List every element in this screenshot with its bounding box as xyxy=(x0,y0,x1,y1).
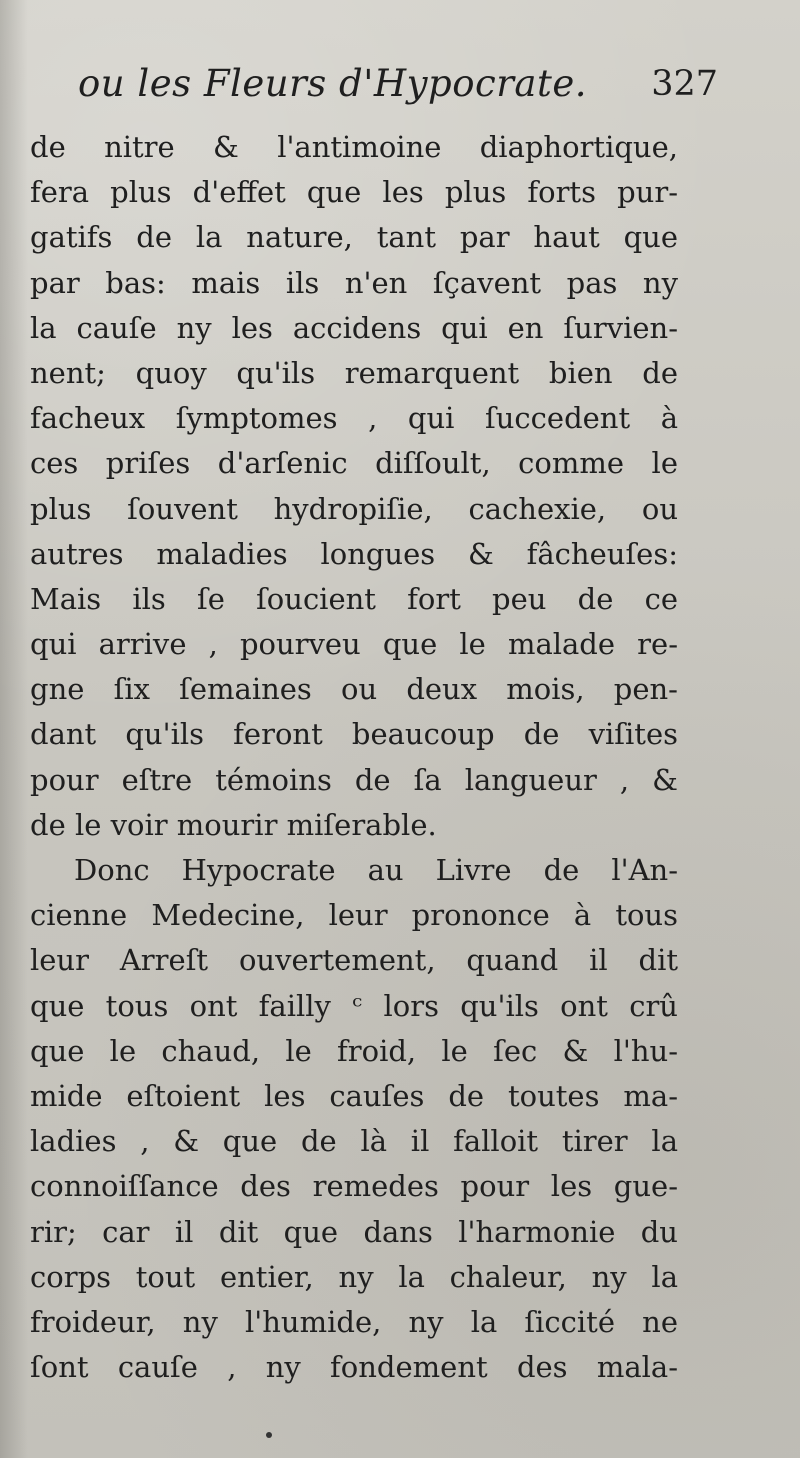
text-line-28: ſont cauſe , ny fondement des mala- xyxy=(30,1350,678,1385)
text-line-19: leur Arreſt ouvertement, quand il dit xyxy=(30,943,678,978)
text-line-27: froideur, ny l'humide, ny la ſiccité ne xyxy=(30,1304,678,1339)
text-line-8: ces priſes d'arſenic diſſoult, comme le xyxy=(30,446,678,481)
text-line-11: Mais ils ſe ſoucient fort peu de ce xyxy=(30,581,678,616)
text-line-18: cienne Medecine, leur prononce à tous xyxy=(30,898,678,933)
text-line-10: autres maladies longues & fâcheuſes: xyxy=(30,536,678,571)
text-line-23: ladies , & que de là il falloit tirer la xyxy=(30,1124,678,1159)
text-line-26: corps tout entier, ny la chaleur, ny la xyxy=(30,1259,678,1294)
text-line-6: nent; quoy qu'ils remarquent bien de xyxy=(30,355,678,390)
text-line-17: Donc Hypocrate au Livre de l'An- xyxy=(74,853,678,887)
text-line-22: mide eſtoient les cauſes de toutes ma- xyxy=(30,1078,678,1113)
text-line-20: que tous ont failly ᶜ lors qu'ils ont crû xyxy=(30,988,678,1023)
text-line-21: que le chaud, le froid, le ſec & l'hu- xyxy=(30,1033,678,1068)
page-edge-shadow xyxy=(0,0,28,1458)
ink-speck xyxy=(266,1432,272,1438)
text-line-9: plus ſouvent hydropiſie, cachexie, ou xyxy=(30,491,678,526)
text-line-1: de nitre & l'antimoine diaphortique, xyxy=(30,130,678,164)
text-line-13: gne ſix ſemaines ou deux mois, pen- xyxy=(30,672,678,707)
text-line-4: par bas: mais ils n'en ſçavent pas ny xyxy=(30,265,678,300)
text-line-16: de le voir mourir miſerable. xyxy=(30,807,437,842)
text-line-15: pour eſtre témoins de ſa langueur , & xyxy=(30,762,678,797)
text-line-24: connoiſſance des remedes pour les gue- xyxy=(30,1169,678,1204)
page-number: 327 xyxy=(651,64,718,104)
text-line-3: gatifs de la nature, tant par haut que xyxy=(30,220,678,255)
text-line-25: rir; car il dit que dans l'harmonie du xyxy=(30,1214,678,1249)
page-header xyxy=(78,62,718,122)
text-line-2: fera plus d'effet que les plus forts pur- xyxy=(30,175,678,210)
running-head: ou les Fleurs d'Hypocrate. xyxy=(78,62,587,105)
text-line-5: la cauſe ny les accidens qui en ſurvien- xyxy=(30,310,678,345)
body-text xyxy=(30,125,678,1390)
text-line-14: dant qu'ils feront beaucoup de viſites xyxy=(30,717,678,752)
text-line-12: qui arrive , pourveu que le malade re- xyxy=(30,627,678,662)
text-line-7: facheux ſymptomes , qui ſuccedent à xyxy=(30,401,678,436)
